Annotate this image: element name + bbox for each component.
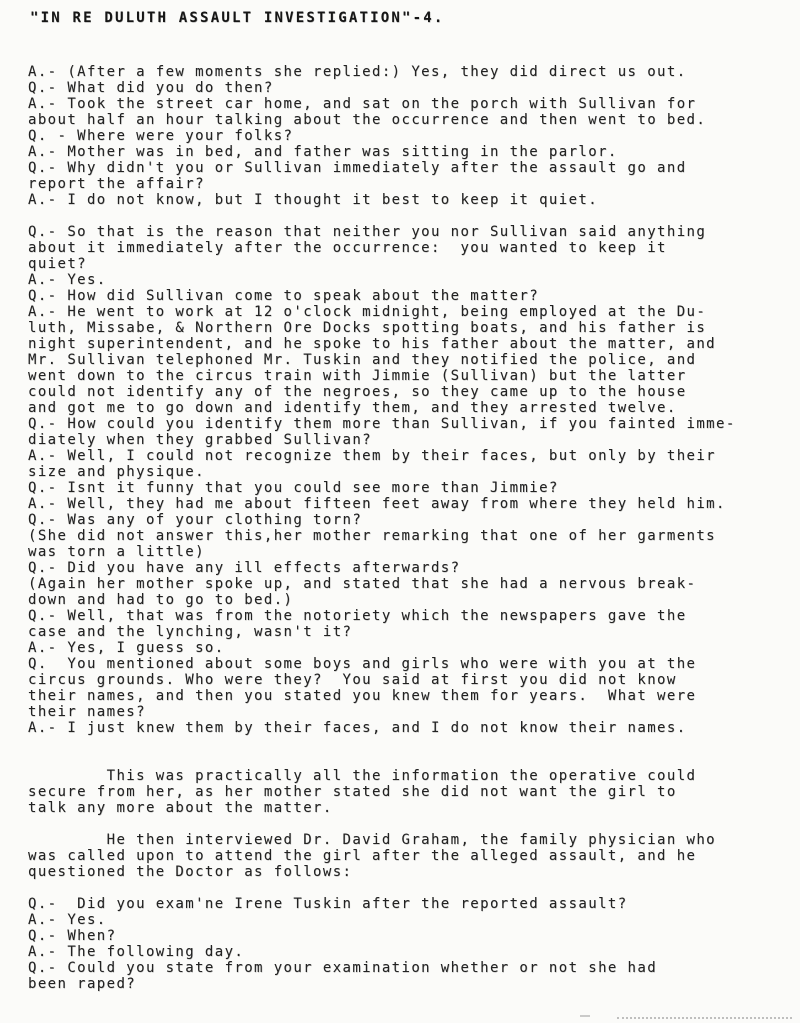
document-line: Q. - Where were your folks? bbox=[28, 128, 294, 144]
blank-line bbox=[28, 208, 800, 224]
document-line: diately when they grabbed Sullivan? bbox=[28, 432, 373, 448]
document-line: A.- Yes. bbox=[28, 912, 107, 928]
document-line: A.- Yes, I guess so. bbox=[28, 640, 225, 656]
blank-line bbox=[28, 880, 800, 896]
document-line: questioned the Doctor as follows: bbox=[28, 864, 353, 880]
document-line: Mr. Sullivan telephoned Mr. Tuskin and they notified the police, and bbox=[28, 352, 697, 368]
document-line: A.- I just knew them by their faces, and I do not know their names. bbox=[28, 720, 687, 736]
blank-line bbox=[28, 736, 800, 752]
document-line: secure from her, as her mother stated she did not want the girl to bbox=[28, 784, 677, 800]
document-line: and got me to go down and identify them, and they arrested twelve. bbox=[28, 400, 677, 416]
document-line: A.- Took the street car home, and sat on the porch with Sullivan for bbox=[28, 96, 697, 112]
document-line: A.- The following day. bbox=[28, 944, 245, 960]
document-line: This was practically all the information the operative could bbox=[28, 768, 697, 784]
document-line: A.- He went to work at 12 o'clock midnight, being employed at the Du- bbox=[28, 304, 707, 320]
blank-line bbox=[28, 816, 800, 832]
document-line: Q.- Could you state from your examination whether or not she had bbox=[28, 960, 658, 976]
document-line: Q.- How did Sullivan come to speak about the matter? bbox=[28, 288, 540, 304]
document-line: talk any more about the matter. bbox=[28, 800, 333, 816]
document-line: was called upon to attend the girl after the alleged assault, and he bbox=[28, 848, 697, 864]
scan-artifact bbox=[580, 1015, 590, 1017]
document-line: quiet? bbox=[28, 256, 87, 272]
document-line: Q.- How could you identify them more than Sullivan, if you fainted imme- bbox=[28, 416, 736, 432]
document-line: Q.- What did you do then? bbox=[28, 80, 274, 96]
scan-artifact bbox=[617, 1017, 792, 1019]
document-line: their names? bbox=[28, 704, 146, 720]
document-line: A.- Mother was in bed, and father was sitting in the parlor. bbox=[28, 144, 618, 160]
document-line: down and had to go to bed.) bbox=[28, 592, 294, 608]
document-line: A.- I do not know, but I thought it best to keep it quiet. bbox=[28, 192, 599, 208]
document-line: Q.- Did you have any ill effects afterwards? bbox=[28, 560, 461, 576]
document-line: could not identify any of the negroes, so they came up to the house bbox=[28, 384, 687, 400]
document-line: A.- Well, I could not recognize them by their faces, but only by their bbox=[28, 448, 717, 464]
document-line: He then interviewed Dr. David Graham, the family physician who bbox=[28, 832, 717, 848]
document-line: about it immediately after the occurrence: you wanted to keep it bbox=[28, 240, 667, 256]
document-line: Q.- So that is the reason that neither you nor Sullivan said anything bbox=[28, 224, 707, 240]
document-line: Q. You mentioned about some boys and girls who were with you at the bbox=[28, 656, 697, 672]
document-line: circus grounds. Who were they? You said at first you did not know bbox=[28, 672, 677, 688]
document-line: size and physique. bbox=[28, 464, 205, 480]
document-line: been raped? bbox=[28, 976, 137, 992]
document-line: Q.- Well, that was from the notoriety which the newspapers gave the bbox=[28, 608, 687, 624]
document-line: went down to the circus train with Jimmie (Sullivan) but the latter bbox=[28, 368, 687, 384]
document-line: night superintendent, and he spoke to his father about the matter, and bbox=[28, 336, 717, 352]
document-line: (She did not answer this,her mother remarking that one of her garments bbox=[28, 528, 717, 544]
document-line: Q.- Was any of your clothing torn? bbox=[28, 512, 363, 528]
document-line: A.- (After a few moments she replied:) Yes, they did direct us out. bbox=[28, 64, 687, 80]
document-line: (Again her mother spoke up, and stated that she had a nervous break- bbox=[28, 576, 697, 592]
document-line: about half an hour talking about the occurrence and then went to bed. bbox=[28, 112, 707, 128]
document-line: A.- Well, they had me about fifteen feet away from where they held him. bbox=[28, 496, 726, 512]
document-title: "IN RE DULUTH ASSAULT INVESTIGATION"-4. bbox=[30, 10, 445, 26]
document-line: A.- Yes. bbox=[28, 272, 107, 288]
document-line: their names, and then you stated you knew them for years. What were bbox=[28, 688, 697, 704]
document-line: Q.- Isnt it funny that you could see more than Jimmie? bbox=[28, 480, 559, 496]
document-line: Q.- Why didn't you or Sullivan immediately after the assault go and bbox=[28, 160, 687, 176]
document-line: luth, Missabe, & Northern Ore Docks spotting boats, and his father is bbox=[28, 320, 707, 336]
document-body bbox=[0, 26, 800, 992]
document-line: was torn a little) bbox=[28, 544, 205, 560]
blank-line bbox=[28, 752, 800, 768]
document-line: case and the lynching, wasn't it? bbox=[28, 624, 353, 640]
document-line: Q.- When? bbox=[28, 928, 117, 944]
document-line: Q.- Did you exam'ne Irene Tuskin after the reported assault? bbox=[28, 896, 628, 912]
document-line: report the affair? bbox=[28, 176, 205, 192]
